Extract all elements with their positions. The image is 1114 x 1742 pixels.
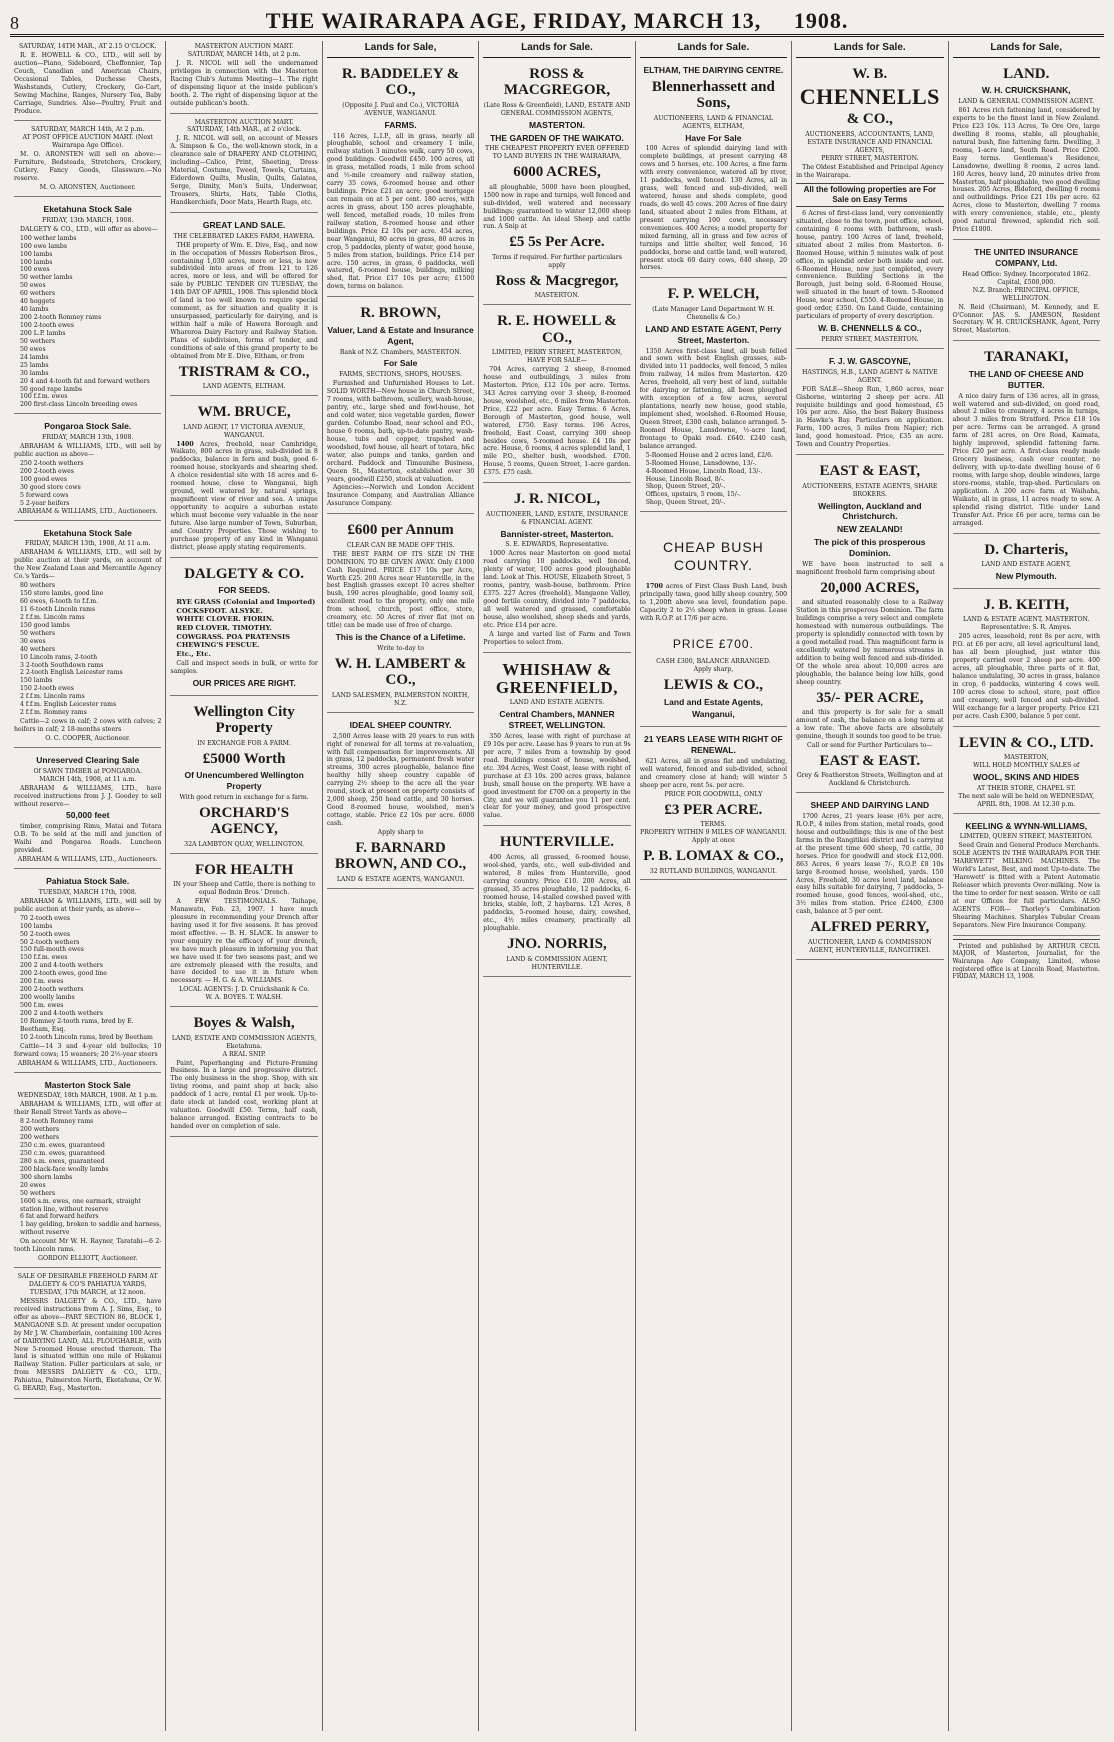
firm-name: Wellington City Property bbox=[193, 703, 295, 737]
firm-address: Bannister-street, Masterton. bbox=[500, 528, 614, 539]
firm-address: PERRY STREET, MASTERTON. bbox=[821, 154, 919, 162]
ad-body: The Oldest Established and Principal Agency in the Wairarapa. bbox=[796, 163, 944, 179]
firm-subtitle: AUCTIONEERS, LAND & FINANCIAL AGENTS, ELTHAM, bbox=[653, 114, 774, 130]
firm-name: ALFRED PERRY, bbox=[810, 919, 930, 936]
ad-body: A nice dairy farm of 136 acres, all in grass, well watered and sub-divided, on good road, about 2 miles to creamery, 4 acres in turnips, about 3 miles from Stratford. Price £18 10s per acre. Terms can be arranged. A grand farm of 281 acres, on Ore Road, Kaimata, highly improved, splendid fattening farm. Price £20 per acre. A first-class ready made Grocery business, cash over counter, no delivery, with up-to-date dwelling house of 6 rooms, with large shop, double windows, large store-rooms, stable, trap-shed. Particulars on application. A 200 acre farm at Waihaha, Waikato, all in grass, 11 acres ready to sow. A splendid rising district. Title under Land Transfer Act. Price £6 per acre, terms can be arranged. bbox=[952, 392, 1100, 527]
firm-name: W. H. LAMBERT & CO., bbox=[334, 655, 467, 689]
firm-name: P. B. LOMAX & CO., bbox=[643, 848, 784, 865]
call-line: Call or send for Further Particulars to— bbox=[807, 741, 933, 749]
local-agents: LOCAL AGENTS: J. D. Cruickshank & Co. bbox=[179, 986, 310, 994]
branch: N.Z. Branch: PRINCIPAL OFFICE, WELLINGTON. bbox=[972, 286, 1080, 302]
ad-heading: THE GARDEN OF THE WAIKATO. bbox=[490, 132, 624, 143]
signature-address: Grey & Featherston Streets, Wellington and at Auckland & Christchurch. bbox=[796, 772, 943, 788]
signature-address: PERRY STREET, MASTERTON. bbox=[821, 335, 919, 343]
ideal-sheep-ad bbox=[327, 716, 474, 889]
firm-subtitle: LIMITED, PERRY STREET, MASTERTON, bbox=[491, 349, 623, 357]
blennerhassett-ad bbox=[640, 61, 787, 279]
firm-name: D. Charteris, bbox=[984, 541, 1069, 558]
dalgety-seeds-ad bbox=[170, 561, 317, 696]
ad-body: THE CHEAPEST PROPERTY EVER OFFERED TO LAND BUYERS IN THE WAIRARAPA, bbox=[485, 145, 629, 161]
ross-macgregor-ad bbox=[483, 61, 630, 305]
column-6 bbox=[792, 41, 948, 1731]
firm-subtitle: LAND & ESTATE AGENTS, WANGANUI. bbox=[336, 875, 465, 883]
levin-ad bbox=[953, 730, 1100, 814]
firm-name: THE UNITED INSURANCE COMPANY, Ltd. bbox=[974, 247, 1079, 268]
ad-body: With good return in exchange for a farm. bbox=[179, 793, 309, 801]
location: AT THEIR STORE, CHAPEL ST. bbox=[976, 784, 1076, 792]
ad-heading: MASTERTON AUCTION MART. bbox=[194, 118, 294, 126]
apply-line: Apply at once bbox=[691, 837, 735, 845]
ad-heading: Eketahuna Stock Sale bbox=[43, 203, 132, 214]
ad-heading: LAND. bbox=[1003, 65, 1050, 82]
signature-town: MASTERTON. bbox=[534, 292, 580, 300]
ad-heading: ELTHAM, THE DAIRYING CENTRE. bbox=[643, 64, 784, 75]
stock-list: 8 2-tooth Romney rams 200 wethers 200 wethers 250 c.m. ewes, guaranteed 250 c.m. ewes, guaranteed 280 s.m. ewes, guaranteed 200 black-face woolly lambs 300 shorn lambs 20 ewes 50 wethers 1600 s.m. ewes, one earmark, straight station line, without reserve 6 fat and forward heifers 1 bay gelding, broken to saddle and harness, without reserve bbox=[20, 1118, 162, 1237]
ad-body: 1000 Acres near Masterton on good metal road carrying 10 paddocks, well fenced, plenty of water, 100 acres good ploughable land. Look at This. HOUSE, Elizabeth Street, 5 rooms, pantry, wash-house, bathroom. Price £375. 227 Acres (freehold), Mangaone Valley, good fertile country, divided into 7 paddocks, all well watered and grassed, comfortable house, also woolshed, sheep sheds and yards, etc. Price £14 per acre. bbox=[483, 550, 631, 629]
ad-body: ABRAHAM & WILLIAMS, LTD., will offer at their Renall Street Yards as above— bbox=[14, 1101, 162, 1117]
divider bbox=[953, 939, 1100, 940]
firm-co: & CO., bbox=[846, 111, 893, 128]
whishaw-greenfield-ad bbox=[483, 656, 630, 827]
masterton-sale-ad bbox=[14, 1076, 161, 1269]
ad-heading: 21 YEARS LEASE WITH RIGHT OF RENEWAL. bbox=[644, 734, 783, 756]
firm-name: Boyes & Walsh, bbox=[193, 1015, 295, 1032]
ad-body bbox=[640, 583, 787, 623]
ad-subheading: HAVE FOR SALE— bbox=[526, 357, 587, 365]
firm-subtitle: LAND AND ESTATE AGENTS. bbox=[509, 699, 605, 707]
ad-body-2: and situated reasonably close to a Railway Station in this prosperous Dominion. The farm buildings comprise a very select and complete homestead with numerous outbuildings. The property is splendidly connected with town by a good metalled road. This magnificent farm is excellently watered by numerous streams in addition to being well fenced and sub-divided. Of the whole area about 10,000 acres are ploughable, the balance being low hills, good sheep country. bbox=[796, 599, 944, 686]
columns bbox=[10, 41, 1104, 1731]
ad-body: 116 Acres, L.I.P., all in grass, nearly all ploughable, school and creamery 1 mile, railway station 3 minutes walk, carry 50 cows, good buildings. Goodwill £450. 100 acres, all in grass, metalled roads, 1 mile from school and ½-mile creamery and railway station, carry 35 cows, 6-roomed house and other buildings. Price £21 an acre; good mortgage can remain on at 5 per cent. 180 acres, with acres in grass, about 150 acres ploughable, well fenced, metalled roads, 10 miles from railway station, 8-roomed house and other buildings. Price £2 10s per acre. 454 acres, near Wanganui, 80 acres in grass, 80 acres in crop, 5 paddocks, plenty of water, good house, 5 miles from station, buildings. Price £14 per acre. 150 acres, in grass, 6 paddocks, well watered, 6-roomed house, buildings, milking shed, flat. Price £17 10s per acre; £1500 down, terms on balance. bbox=[326, 132, 475, 291]
eketahuna-sale-2-ad bbox=[14, 524, 161, 748]
ad-date: FRIDAY, 13th MARCH, 1908. bbox=[42, 216, 134, 224]
firm-name: F. P. WELCH, bbox=[667, 286, 760, 303]
firm-subtitle: HASTINGS, H.B., LAND AGENT & NATIVE AGENT. bbox=[801, 368, 938, 384]
ad-subheading: THE LAND OF CHEESE AND BUTTER. bbox=[968, 368, 1084, 390]
freehold-farm-sale-ad bbox=[14, 1271, 161, 1399]
ad-signature: GORDON ELLIOTT, Auctioneer. bbox=[38, 1255, 138, 1263]
write-line: Write to-day to bbox=[377, 644, 424, 652]
chance-line: This is the Chance of a Lifetime. bbox=[335, 632, 466, 643]
ad-body-rest: timber, comprising Rimu, Matai and Totara O.B. To be sold at the mill and junction of Waihi and Pongaroa Roads. Luncheon provided. bbox=[14, 823, 162, 855]
ad-date: SATURDAY, 14th MAR., at 2 o'clock. bbox=[187, 126, 302, 134]
amount-line: Of Unencumbered Wellington Property bbox=[184, 770, 304, 791]
firm-subtitle: LAND AND ESTATE AGENT, bbox=[981, 561, 1072, 569]
masthead bbox=[10, 6, 1104, 37]
howell-ad bbox=[483, 308, 630, 483]
column-2 bbox=[166, 41, 322, 1731]
ad-body: 350 Acres, lease with right of purchase at £9 10s per acre. Lease has 9 years to run at 9s per acre, 7 miles from a township by good road. Buildings consist of house, woolshed, etc. 394 Acres, West Coast, lease with right of purchase at £3 10s. 200 acres grass, balance bush, small house on the property. WE have a good investment for £700 on a property in the City, and we will guarantee you 11 per cent. clear for your money, and good prospective value. bbox=[483, 733, 631, 820]
wm-bruce-ad bbox=[170, 399, 317, 558]
ad-subheading: THE CELEBRATED LAKES FARM, HAWERA. bbox=[173, 232, 315, 240]
column-heading: Lands for Sale, bbox=[953, 41, 1100, 58]
firm-subtitle: LAND & ESTATE AGENT, MASTERTON. bbox=[962, 616, 1090, 624]
ad-signature: M. O. ARONSTEN, Auctioneer. bbox=[39, 184, 136, 191]
firm-address: Bank of N.Z. Chambers, MASTERTON. bbox=[339, 348, 462, 356]
ad-body: WE have been instructed to sell a magnificent freehold farm comprising about bbox=[796, 560, 944, 576]
firm-subtitle: (Late Ross & Greenfield), LAND, ESTATE AND GENERAL COMMISSION AGENTS, bbox=[483, 101, 631, 117]
gascoyne-ad bbox=[796, 352, 943, 455]
ad-body: ABRAHAM & WILLIAMS, LTD., will sell by public auction as above— bbox=[14, 443, 162, 459]
ad-subheading: For Sale bbox=[383, 358, 418, 369]
ad-heading: Pahiatua Stock Sale. bbox=[46, 876, 130, 886]
ad-heading bbox=[640, 539, 787, 575]
ad-heading: FOR HEALTH bbox=[195, 861, 294, 878]
ad-body: Furnished and Unfurnished Houses to Let. SOLID WORTH—New house in Church Street, 7 rooms, with bathroom, scullery, wash-house, pantry, etc., large shed and fowl-house, hot and cold water, nice vegetable garden, flower garden. Columbo Road, near school and P.O., house 6 rooms, bath, up-to-date pantry, wash-house, tubs and copper, trapshed and woodshed, fowl house, all heart of totara, h&c water, also pumps and tanks, garden and orchard. Paddock and Timaunihe Business, Queen St., Masterton, established over 30 years, goodwill £250, stock at valuation. bbox=[326, 380, 475, 483]
ad-body: 704 Acres, carrying 2 sheep, 8-roomed house and outbuildings, 3 miles from Masterton. Price, £12 10s per acre. Terms. 343 Acres carrying over 3 sheep, 8-roomed house, woolshed, etc., 6 miles from Masterton. Price, £22 per acre. Easy Terms. 6 Acres, Borough of Masterton, good house, well watered, £750. Easy terms. 196 Acres, freehold, East Coast, carrying 300 sheep besides cows, 5-roomed house. £4 10s per acre. House, 6 rooms, 4 acres splendid land, 1 mile P.O., shelter bush, woodshed. £700. House, 5 rooms, Queen Street, 1-acre garden. £375. £75 cash. bbox=[483, 366, 631, 477]
ad-heading: MASTERTON AUCTION MART. bbox=[194, 43, 294, 50]
stock-list: 250 2-tooth wethers 200 2-tooth ewes 100 good ewes 30 good store cows 5 forward cows 5 2-year heifers bbox=[20, 460, 84, 507]
firm-subtitle-2: LAND AND ESTATE AGENT, Perry Street, Masterton. bbox=[645, 323, 782, 345]
column-heading: Lands for Sale. bbox=[796, 41, 943, 58]
firm-initials: W. B. bbox=[852, 65, 888, 82]
ad-body: 2,500 Acres lease with 20 years to run with right of renewal for all terms at re-valuation, with full compensation for improvements. All in grass, 12 paddocks, permanent fresh water streams, 300 acres ploughable, balance fine healthy hilly sheep country capable of carrying 2½ sheep to the acre all the year round, stock at present on property consists of 2,000 sheep, 250 head cattle, and 30 horses. Good 8-roomed house, woolshed, men's cottage, stable. Price £2 10s per acre. 6000 cash. bbox=[326, 732, 475, 827]
ad-date: SATURDAY, MARCH 14th, at 2 p.m. bbox=[187, 50, 301, 58]
rate: £3 PER ACRE. bbox=[664, 801, 763, 818]
nicol-drapery-ad bbox=[170, 117, 317, 213]
firm-town: MASTERTON, bbox=[1004, 754, 1049, 762]
stock-list: 80 wethers 150 store lambs, good line 60 ewes, 6-tooth to f.f.m. 11 6-tooth Lincoln rams 2 f.f.m. Lincoln rams 150 good lambs 50 wethers 30 ewes 40 wethers 10 Lincoln rams, 2-tooth 3 2-tooth Southdown rams 2 2-tooth English Leicester rams 150 lambs 150 2-tooth ewes 2 f.f.m. Lincoln rams 4 f.f.m. English Leicester rams 2 f.f.m. Romney rams bbox=[20, 582, 123, 717]
representative: S. E. EDWARDS, Representative. bbox=[505, 541, 609, 549]
firm-subtitle: LAND & GENERAL COMMISSION AGENT. bbox=[958, 98, 1095, 106]
firm-subtitle: Head Office: Sydney. Incorporated 1862. Capital, £500,000. bbox=[962, 270, 1091, 286]
ad-tagline: OUR PRICES ARE RIGHT. bbox=[192, 677, 296, 688]
ad-heading: Eketahuna Stock Sale bbox=[43, 527, 132, 538]
pongaroa-sale-ad bbox=[14, 417, 161, 520]
property-list: 6 Acres of first-class land, very conveniently situated, close to the town, post office, school, containing 6 rooms with bathroom, wash-house, pantry. 100 Acres of land, freehold, situated about 2 miles from Masterton. 6-Roomed House, within 5 minutes walk of post office, in splendid order both inside and out. 6-Roomed House, now just completed, every convenience. Building Sections in the Borough, just being sold. 6-Roomed House, well situated in the heart of town. 5-Roomed House, near school, £550. 4-Roomed House, in good order, £350. On Land Guide, containing particulars of property of every description. bbox=[796, 209, 944, 321]
firm-town: New Plymouth. bbox=[995, 570, 1057, 581]
column-4 bbox=[479, 41, 635, 1731]
cruickshank-ad bbox=[953, 61, 1100, 240]
apply-line: Apply sharp, bbox=[693, 666, 734, 674]
ad-heading: IDEAL SHEEP COUNTRY. bbox=[349, 719, 452, 730]
timber-quantity: 50,000 feet bbox=[65, 810, 110, 821]
firm-name: J. R. NICOL, bbox=[513, 491, 601, 508]
ad-body: 400 Acres, all grassed, 6-roomed house, wool-shed, yards, etc., well sub-divided and watered, 8 miles from Hunterville, good carrying country. Price £10. 200 Acres, all grassed, 35 acres ploughable, 12 paddocks, 6-roomed house, 14-stalled cowshed paved with bricks, stable, loft, 2 haybarns. 121 Acres, 8 paddocks, 5-roomed house, dairy, cowshed, etc., 4½ miles creamery, practically all ploughable. bbox=[483, 853, 631, 933]
firm-places: Wellington, Auckland and Christchurch. bbox=[818, 500, 922, 522]
ad-date: TUESDAY, 17th MARCH, at 12 noon. bbox=[29, 1288, 146, 1296]
signature: W. B. CHENNELLS & CO., bbox=[818, 323, 922, 334]
firm-name: WHISHAW & GREENFIELD, bbox=[495, 659, 619, 697]
ad-body: Call and inspect seeds in bulk, or write for samples. bbox=[170, 659, 318, 675]
ad-body: MESSRS DALGETY & CO., LTD., have received instructions from A. J. Sims, Esq., to offer as above—PART SECTION 86, BLOCK 1, MANGAONE S.D. At present under occupation by Mr J. W. Chamberlain, containing 100 Acres of DAIRYING LAND, ALL PLOUGHABLE, with New 5-roomed House erected thereon. The land is situated within one mile of Hukanui Railway Station. Fuller particulars at sale, or from MESSRS DALGETY & CO., LTD., Pahiatua, Palmerston North, Eketahuna, Or W. G. BEARD, Esq., Masterton. bbox=[14, 1297, 162, 1393]
firm-subtitle: Land and Estate Agents, bbox=[663, 696, 763, 707]
price-line: PRICE FOR GOODWILL, ONLY bbox=[664, 790, 763, 798]
ad-body-2: all ploughable, 5000 have been ploughed, 1500 now in rape and turnips, well fenced and sub-divided, well watered and necessary buildings; guaranteed to winter 12,000 sheep and 1000 cattle. An ideal Sheep and cattle run. A Snip at bbox=[483, 183, 631, 231]
firm-name: F. J. W. GASCOYNE, bbox=[828, 355, 911, 366]
ad-heading: Pongaroa Stock Sale. bbox=[44, 421, 132, 432]
stock-list: 100 wether lambs 100 ewe lambs 100 lambs 100 lambs 100 ewes 50 wether lambs 50 ewes 60 wethers 40 hoggets 40 lambs 200 2-tooth Romney rams 100 2-tooth ewes 200 L.P. lambs 50 wethers 50 ewes 24 lambs 25 lambs 30 lambs 20 4 and 4-tooth fat and forward wethers 50 good rape lambs 100 f.f.m. ewes 200 first-class Lincoln breeding ewes bbox=[20, 234, 150, 409]
ad-heading: WOOL, SKINS AND HIDES bbox=[973, 771, 1080, 782]
price: PRICE £700. bbox=[672, 636, 754, 651]
title-year: 1908. bbox=[793, 8, 849, 33]
ad-place: AT POST OFFICE AUCTION MART. (Next Wairarapa Age Office). bbox=[22, 134, 153, 150]
ad-signature: O. C. COOPER, Auctioneer. bbox=[45, 734, 131, 742]
ad-subheading: CLEAR CAN BE MADE OFF THIS. bbox=[346, 541, 455, 549]
column-heading: Lands for Sale. bbox=[640, 41, 787, 58]
ad-body: ABRAHAM & WILLIAMS, LTD., have received instructions from J. J. Goodey to sell without reserve— bbox=[14, 784, 162, 808]
ad-body: R. E. HOWELL & CO., LTD., will sell by auction—Piano, Sideboard, Cheffonnier, Tap Couch, Canadian and American Chairs, Occasional Tables, Duchesse Chests, Washstands, Cutlery, Crockery, Go-Cart, Sewing Machine, Ranges, Nursery Tea, Baby Carriage, Sundries. Also—Poultry, Fruit and Produce. bbox=[14, 51, 162, 115]
ad-body: ABRAHAM & WILLIAMS, LTD., will sell by public auction at their yards, as above— bbox=[14, 897, 162, 913]
heading-line-1: CHEAP BUSH bbox=[663, 539, 764, 556]
ad-body: WILL HOLD MONTHLY SALES of bbox=[973, 761, 1080, 769]
firm-name: JNO. NORRIS, bbox=[507, 936, 607, 953]
firm-town: Wanganui, bbox=[692, 709, 735, 720]
ad-subheading: Have For Sale bbox=[685, 132, 742, 143]
firm-address: 32 RUTLAND BUILDINGS, WANGANUI. bbox=[649, 867, 777, 875]
ad-heading: SALE OF DESIRABLE FREEHOLD FARM AT DALGETY & CO'S PAHIATUA YARDS, bbox=[17, 1273, 158, 1288]
column-7 bbox=[949, 41, 1104, 1731]
acreage: 6000 ACRES, bbox=[513, 164, 601, 181]
ad-subheading: Of SAWN TIMBER at PONGAROA. bbox=[33, 767, 142, 775]
chennells-ad bbox=[796, 61, 943, 349]
firm-name: CHENNELLS bbox=[799, 84, 940, 110]
firm-name: W. H. CRUICKSHANK, bbox=[981, 85, 1071, 96]
firm-subtitle: AUCTIONEERS, ESTATE AGENTS, SHARE BROKERS. bbox=[802, 482, 938, 498]
newspaper-title bbox=[70, 8, 1044, 34]
firm-subtitle: AUCTIONEER, LAND & COMMISSION AGENT, HUNTERVILLE, RANGITIKEI. bbox=[807, 938, 932, 954]
cheap-bush-ad bbox=[640, 515, 787, 727]
great-land-sale-ad bbox=[170, 216, 317, 396]
location: PROPERTY WITHIN 9 MILES OF WANGANUI. bbox=[640, 829, 787, 837]
keeling-ad bbox=[953, 817, 1100, 936]
ad-strap: All the following properties are For Sale on Easy Terms bbox=[796, 183, 943, 207]
firm-subtitle: LIMITED, QUEEN STREET, MASTERTON. bbox=[959, 833, 1093, 841]
ad-body: FOR SALE—Sheep Run, 1,860 acres, near Gisborne, wintering 2 sheep per acre. All requisite buildings and good homestead, £5 10s per acre. Also, the best Bakery Business in Hawke's Bay. Particulars on application. Farm, 100 acres, 5 miles from Napier; rich land, good homestead. Price, £35 an acre. Town and Country Properties. bbox=[796, 385, 944, 449]
ad-body: Paint, Paperhanging and Picture-Framing Business. In a large and progressive district. The only business in the shop. Shop, with six living rooms, and paint shop at back; also paddock of 1 acre, rental £1 per week. Up-to-date stock at landed cost, working plant at valuation. Goodwill £50. Terms, half cash, balance arranged. Existing contracts to be handed over on completion of sale. bbox=[170, 1059, 318, 1130]
agent-names: W. A. BOYES. T. WALSH. bbox=[205, 994, 283, 1002]
price: £5 5s Per Acre. bbox=[509, 234, 605, 251]
ad-heading: HUNTERVILLE. bbox=[499, 834, 615, 851]
list-note: A large and varied list of Farm and Town Properties to select from. bbox=[483, 630, 631, 646]
ad-subheading: IN EXCHANGE FOR A FARM. bbox=[197, 739, 291, 747]
firm-name: Blennerhassett and Sons, bbox=[651, 78, 775, 112]
acreage: 1400 bbox=[176, 440, 194, 448]
firm-subtitle: FOR SEEDS. bbox=[218, 585, 270, 596]
lambert-ad bbox=[327, 517, 474, 713]
ad-subheading: IN your Sheep and Cattle, there is nothing to equal Bodmin Bros.' Drench. bbox=[173, 881, 316, 897]
ad-signature: ABRAHAM & WILLIAMS, LTD., Auctioneers. bbox=[17, 856, 158, 864]
ad-body: N. Reid (Chairman), M. Kennedy, and E. O'Connor. JAS. S. JAMESON, Resident Secretary. W. H. CRUICKSHANK, Agent, Perry Street, Masterton. bbox=[952, 303, 1100, 335]
ad-subheading: FARMS. bbox=[384, 119, 417, 130]
hunterville-ad bbox=[483, 829, 630, 976]
ad-date: MARCH 14th, 1908, at 11 a.m. bbox=[39, 775, 137, 783]
charteris-ad bbox=[953, 537, 1100, 589]
acreage: 1700 bbox=[645, 583, 663, 591]
page-number: 8 bbox=[10, 13, 19, 33]
ad-date: SATURDAY, 14TH MAR., AT 2.15 O'CLOCK. bbox=[18, 43, 157, 50]
ad-date: TUESDAY, MARCH 17th, 1908. bbox=[38, 888, 137, 896]
firm-subtitle: (Late Manager Land Department W. H. Chennells & Co.) bbox=[652, 305, 775, 321]
price-heading: £600 per Annum bbox=[347, 522, 454, 539]
cattle-list: Cattle—2 cows in calf; 2 cows with calves; 2 heifers in calf; 2 18-months steers bbox=[14, 718, 162, 733]
ad-lead: FARMS, SECTIONS, SHOPS, HOUSES. bbox=[339, 371, 463, 379]
ad-date: SATURDAY, MARCH 14th, At 2 p.m. bbox=[31, 126, 145, 134]
ad-body: J. R. NICOL will sell, on account of Messrs A. Simpson & Co., the well-known stock, in a clearance sale of DRAPERY AND CLOTHING, including—Calico, Print, Sheeting, Dress Material, Costume, Tweed, Towels, Curtains, Eiderdown Quilts, Muslin, Quilts, Galatea, Serge, Dimity, Men's Suits, Underwear, Trousers, Shirts, Hats, Table Cloths, Handkerchiefs, Door Mats, Hearth Rugs, etc. bbox=[170, 135, 318, 206]
heading-line-2: COUNTRY. bbox=[673, 557, 753, 574]
ad-heading: TARANAKI, bbox=[984, 349, 1069, 366]
ad-subheading: A REAL SNIP. bbox=[222, 1050, 266, 1058]
firm-town: MASTERTON. bbox=[528, 119, 585, 130]
column-5 bbox=[636, 41, 792, 1731]
ad-body: 1700 Acres, 21 years lease (6¾ per acre, R.O.P., 4 miles from station, metal roads, good house and outbuildings; this is one of the best farms in the Rangitikei district and is carrying at the present time 600 sheep, 70 cattle, 30 horses. Price for goodwill and stock £12,000. 863 Acres, 6 years lease 7/-, R.O.P. £8 10s large 8-roomed house, woolshed, yards. 150 Acres, Freehold, 30 acres level land, balance easy hills suitable for dairying, 7 paddocks, 5-roomed house, good fences, wool-shed, etc., 3½ miles from station. Price £2400, £300 cash, balance at 5 per cent. bbox=[796, 813, 944, 916]
column-1 bbox=[10, 41, 166, 1731]
terms: CASH £300, BALANCE ARRANGED. bbox=[656, 658, 771, 666]
ad-date: WEDNESDAY, 18th MARCH, 1908. At 1 p.m. bbox=[17, 1092, 158, 1100]
ad-heading: GREAT LAND SALE. bbox=[202, 219, 286, 230]
ad-heading: Unreserved Clearing Sale bbox=[36, 754, 140, 765]
acreage: 20,000 ACRES, bbox=[820, 579, 920, 596]
ad-subheading: The pick of this prosperous Dominion. bbox=[814, 537, 926, 559]
ad-body bbox=[170, 441, 317, 552]
ad-body: M. O. ARONSTEN will sell on above:—Furniture, Bedsteads, Stretchers, Crockery, Cutlery, Fancy Goods, Glassware.—No reserve. bbox=[14, 151, 162, 183]
firm-name: R. BROWN, bbox=[360, 305, 441, 322]
wellington-property-ad bbox=[170, 699, 317, 854]
ad-body: THE property of Wm. E. Dive, Esq., and now in the occupation of Messrs Robertson Bros., containing 1,030 acres, more or less, is now subdivided into areas of from 121 to 126 acres, more or less, and will be offered for sale by PUBLIC TENDER ON TUESDAY, the 14th DAY OF APRIL, 1908. This splendid block of land is too well known to require special comment, as for situation and quality it is unsurpassed, particularly for dairying, and is within half a mile of Hawera Borough and Whareroa Dairy Factory and Railway Station. Plans of subdivision, forms of tender, and conditions of sale of this grand property to be obtained from Mr E. Dive, Eltham, or from bbox=[170, 241, 318, 360]
ad-body: A FEW TESTIMONIALS. Taihape, Manawatu, Feb. 23, 1907. I have much pleasure in recommending your Drench after having used it for five seasons. It has proved most effective. — B. H. SLACK. In answer to your enquiry re the efficacy of your drench, we have much pleasure in informing you that we have used it for two seasons past, and we are extremely pleased with the results, and have decided to use it in future when necessary. — H. G. & A. WILLIAMS. bbox=[170, 898, 318, 985]
ad-signature: ABRAHAM & WILLIAMS, LTD., Auctioneers. bbox=[17, 507, 158, 515]
price: 35/- PER ACRE, bbox=[816, 689, 924, 706]
baddeley-ad bbox=[327, 61, 474, 298]
signature: Ross & Macgregor, bbox=[495, 272, 619, 289]
ad-body: DALGETY & CO., LTD., will offer as above— bbox=[20, 225, 158, 233]
timber-clearing-sale-ad bbox=[14, 751, 161, 869]
next-sale: The next sale will be held on WEDNESDAY, APRIL 8th, 1908. At 12.30 p.m. bbox=[958, 792, 1095, 808]
signature: EAST & EAST. bbox=[819, 752, 921, 769]
firm-address: Central Chambers, MANNER STREET, WELLINGTON. bbox=[499, 709, 615, 731]
ad-heading: SHEEP AND DAIRYING LAND bbox=[810, 800, 930, 811]
representative: Representative: S. R. Amyes. bbox=[980, 624, 1072, 632]
ad-signature: ABRAHAM & WILLIAMS, LTD., Auctioneers. bbox=[17, 1059, 158, 1067]
firm-name: ROSS & MACGREGOR, bbox=[503, 65, 611, 99]
firm-subtitle: LAND AGENT, 17 VICTORIA AVENUE, WANGANUI. bbox=[183, 423, 306, 439]
pahiatua-sale-ad bbox=[14, 872, 161, 1073]
firm-subtitle: LAND SALESMEN, PALMERSTON NORTH, N.Z. bbox=[331, 691, 470, 707]
ad-heading: Masterton Stock Sale bbox=[44, 1079, 131, 1090]
ad-body: ABRAHAM & WILLIAMS, LTD., will sell by public auction at their yards, on account of the New Zealand Loan and Mercantile Agency Co.'s Yards— bbox=[14, 549, 162, 581]
r-brown-ad bbox=[327, 300, 474, 514]
ad-body: 205 acres, leasehold, rent 8s per acre, with P.O. at £6 per acre, all level agricultural land, has all been ploughed, just winter this property carried over 2 sheep per acre. 400 acres, all ploughable, three parts of it flat, balance undulating, 30 acres in grass, balance in crop, 6 paddocks, wintering 4 cows well. 100 acres close to school, store, post office and creamery, well fenced and sub-divided. Will exchange for a larger property. Price £21 per acre. Cash £300, balance 5 per cent. bbox=[952, 633, 1100, 720]
ad-body: 861 Acres rich fattening land, considered by experts to be the finest land in New Zealand. Price £23 10s. 113 Acres, Te Ore Ore, large dwelling 8 rooms, stable, all ploughable, natural bush, fine fattening farm. Dwelling, 3 rooms, 1-acre land, South Road. Price £200. Easy terms. Gentleman's Residence, Lansdowne, dwelling 8 rooms, 2 acres land. 160 Acres, heavy land, 20 minutes drive from Masterton, half ploughable, two good dwelling houses. 205 Acres, Bideford, dwelling 6 rooms and outbuildings. Price £21 10s per acre. 62 Acres, close to Masterton, dwelling 7 rooms with every convenience, stable, etc., plenty good natural firewood, splendid rich soil. Price £1800. bbox=[952, 107, 1100, 234]
firm-name: R. BADDELEY & CO., bbox=[341, 65, 460, 99]
ad-body: Seed Grain and General Produce Merchants. SOLE AGENTS IN THE WAIRARAPA FOR THE 'HAREWETT' MILKING MACHINES. The World's Latest, Best, and most Up-to-date. The 'Harewett' is fitted with a Patent Automatic Releaser which prevents Over-milking. Now is the time to order for next season. Write or call at our Offices for full particulars. ALSO AGENTS FOR— Thorley's Combination Shearing Machines. Sharples Tubular Cream Separators. New Fire Insurance Company. bbox=[952, 842, 1100, 929]
agencies: Agencies:—Norwich and London Accident Insurance Company, and Australian Alliance Assurance Company. bbox=[326, 484, 475, 508]
firm-name: R. E. HOWELL & CO., bbox=[497, 313, 617, 346]
ad-extra: On account Mr W. H. Rayner, Taratahi—6 2-tooth Lincoln rams. bbox=[14, 1238, 162, 1254]
ad-body-text: Acres, freehold, near Cambridge, Waikato, 800 acres in grass, sub-divided in 8 paddocks, balance in fern and bush, good 6-roomed house, stockyards and shearing shed. A choice residential site with 18 acres and 6-roomed house, close to Wanganui, high ground, well watered by natural springs, magnificent view of river and sea. A unique opportunity to acquire a suburban estate which must become very valuable in the near future. Also large number of Town, Suburban, and Country Properties. Those wishing to purchase property of any kind in Wanganui district, please apply stating requirements. bbox=[170, 440, 318, 551]
agency-address: 32A LAMBTON QUAY, WELLINGTON. bbox=[184, 840, 305, 848]
terms: Terms if required. For further particulars apply bbox=[492, 253, 622, 269]
ad-body: THE BEST FARM OF ITS SIZE IN THE DOMINION. TO BE GIVEN AWAY. Only £1000 Cash Required. PRICE £17 10s per Acre, Worth £25. 200 Acres near Hunterville, in the best English grasses except 10 acres shelter bush, 190 acres ploughable, good loamy soil, excellent road to the property, only one mile from school, church, post office, store, creamery, etc. 50 Acres of river flat (not on title) can be made use of free of charge. bbox=[326, 550, 475, 630]
column-heading: Lands for Sale. bbox=[483, 41, 630, 58]
seed-list: RYE GRASS (Colonial and Imported) COCKSFOOT. ALSYKE. WHITE CLOVER. FIORIN. RED CLOVER. TIMOTHY. COWGRASS. POA PRATENSIS CHEWING'S FESCUE. Etc., Etc. bbox=[176, 598, 316, 659]
column-3 bbox=[323, 41, 479, 1731]
stock-list: 70 2-tooth ewes 100 lambs 50 2-tooth ewes 50 2-tooth wethers 150 full-mouth ewes 150 f.f.m. ewes 200 2 and 4-tooth wethers 200 2-tooth ewes, good line 200 f.m. ewes 200 2-tooth wethers 200 woolly lambs 500 f.m. ewes 200 2 and 4-tooth wethers 10 Romney 2-tooth rams, bred by E. Beetham, Esq. 10 2-tooth Lincoln rams, bred by Beetham bbox=[20, 914, 153, 1041]
ad-date: FRIDAY, MARCH 13th, 1908, At 11 a.m. bbox=[24, 540, 151, 548]
auction-furniture-ad bbox=[14, 41, 161, 121]
firm-subtitle: LAND, ESTATE AND COMMISSION AGENTS, Eketahuna. bbox=[171, 1034, 317, 1050]
boyes-walsh-ad bbox=[170, 1010, 317, 1137]
alfred-perry-ad bbox=[796, 796, 943, 959]
lomax-ad bbox=[640, 730, 787, 880]
east-and-east-ad bbox=[796, 458, 943, 793]
agency-name: ORCHARD'S AGENCY, bbox=[199, 804, 290, 838]
firm-name: KEELING & WYNN-WILLIAMS, bbox=[965, 820, 1088, 831]
keith-ad bbox=[953, 592, 1100, 727]
column-heading: Lands for Sale, bbox=[327, 41, 474, 58]
amount: £5000 Worth bbox=[202, 750, 286, 767]
firm-name: TRISTRAM & CO., bbox=[178, 363, 310, 380]
eketahuna-sale-ad bbox=[14, 200, 161, 414]
firm-subtitle: LAND & COMMISSION AGENT, HUNTERVILLE. bbox=[506, 955, 608, 971]
ad-body: 100 Acres of splendid dairying land with complete buildings, at present carrying 48 cows and 5 horses, etc. 100 Acres, a fine farm with every convenience, watered all by river, 11 paddocks, well fenced. 130 Acres, all in grass, well fenced and sub-divided, well watered, house and sheds complete, good roads, do well 45 cows. 200 Acres of fine dairy land, situated about 2 miles from Eltham, at present carrying 100 cows, necessary conveniences. 400 Acres; a model property for mixed farming, all in grass and few acres of turnips and little shelter, well fenced, 16 paddocks, horse and cattle land, well watered, present stock 60 dairy cows, 640 sheep, 20 horses. bbox=[639, 145, 788, 272]
title-text: THE WAIRARAPA AGE, FRIDAY, MARCH 13, bbox=[265, 8, 762, 33]
ad-body: 1350 Acres first-class land, all bush felled and sown with best English grasses, sub-divided into 11 paddocks, well fenced, 5 miles from railway, 14 miles from Masterton. 420 Acres, freehold, all very best of land, suitable for dairying or fattening, all been ploughed with exception of a few acres, several plantations, nearly new house, good stable, implement shed, woolshed. 6-Roomed House, Queen Street, £300 cash, balance arranged. 5-Roomed House, Lansdowne, ½-acre land, frontage to Opaki road. £640. £240 cash, balance arranged. bbox=[639, 347, 788, 450]
nicol-liquor-ad bbox=[170, 41, 317, 114]
ad-body-3: and this property is for sale for a small amount of cash, the balance on a long term at a low rate. The above facts are absolutely genuine, though it sounds too good to be true. bbox=[796, 709, 944, 740]
nicol-land-ad bbox=[483, 486, 630, 652]
firm-name: F. BARNARD BROWN, AND CO., bbox=[334, 839, 467, 873]
aronsten-auction-ad bbox=[14, 124, 161, 197]
taranaki-ad bbox=[953, 344, 1100, 533]
ad-body-text: acres of First Class Bush Land, bush principally tawa, good hilly sheep country, 500 to 1,200ft above sea level, foundation pape. Capacity 2 to 2½ sheep when in grass. Lease with R.O.P. at 17/6 per acre. bbox=[639, 583, 788, 622]
firm-name: LEVIN & CO., LTD. bbox=[959, 734, 1094, 751]
terms: TERMS. bbox=[700, 821, 727, 829]
for-health-ad bbox=[170, 857, 317, 1008]
firm-name: J. B. KEITH, bbox=[983, 596, 1069, 613]
firm-name: EAST & EAST, bbox=[819, 463, 921, 480]
firm-subtitle: AUCTIONEER, LAND, ESTATE, INSURANCE & FINANCIAL AGENT. bbox=[485, 510, 629, 526]
united-insurance-ad bbox=[953, 243, 1100, 341]
firm-name: DALGETY & CO. bbox=[184, 565, 305, 582]
rental-list: 5-Roomed House and 2 acres land, £2/6. 5-Roomed House, Lansdowne, 13/-. 4-Roomed House, Lincoln Road, 13/-. House, Lincoln Road, 8/-. Shop, Queen Street, 20/-. Offices, upstairs, 5 room, 15/-. Shop, Queen Street, 20/-. bbox=[645, 451, 774, 507]
welch-ad bbox=[640, 281, 787, 512]
firm-subtitle: Valuer, Land & Estate and Insurance Agent, bbox=[327, 324, 474, 346]
ad-date: FRIDAY, MARCH 13th, 1908. bbox=[42, 434, 134, 442]
firm-subtitle: (Opposite J. Paul and Co.), VICTORIA AVENUE, WANGANUI. bbox=[342, 101, 459, 117]
firm-name: LEWIS & CO., bbox=[663, 677, 763, 694]
firm-subtitle: AUCTIONEERS, ACCOUNTANTS, LAND, ESTATE INSURANCE AND FINANCIAL AGENTS, bbox=[805, 130, 935, 154]
ad-body: 621 Acres, all in grass flat and undulating, well watered, fenced and sub-divided, school and creamery close at hand; will winter 5 sheep per acre, rent 5s. per acre. bbox=[639, 758, 788, 789]
ad-heading: NEW ZEALAND! bbox=[837, 524, 903, 535]
imprint: Printed and published by ARTHUR CECIL MAJOR, of Masterton, Journalist, for the Wairarapa Age Company, Limited, whose registered office is at Lincoln Road, Masterton. FRIDAY, MARCH 13, 1908. bbox=[952, 942, 1100, 981]
cattle-list: Cattle—14 3 and 4-year old bullocks; 10 forward cows; 15 weaners; 20 2½-year steers bbox=[14, 1042, 162, 1058]
firm-subtitle: LAND AGENTS, ELTHAM. bbox=[202, 383, 286, 391]
ad-body: J. R. NICOL will sell the undernamed privileges in connection with the Masterton Racing Club's Autumn Meeting—1. The right of dispensing liquor at the inside publican's booth. 2. The right of dispensing liquor at the outside publican's booth. bbox=[170, 59, 318, 107]
firm-name: WM. BRUCE, bbox=[197, 404, 291, 421]
apply-line: Apply sharp to bbox=[377, 828, 424, 836]
